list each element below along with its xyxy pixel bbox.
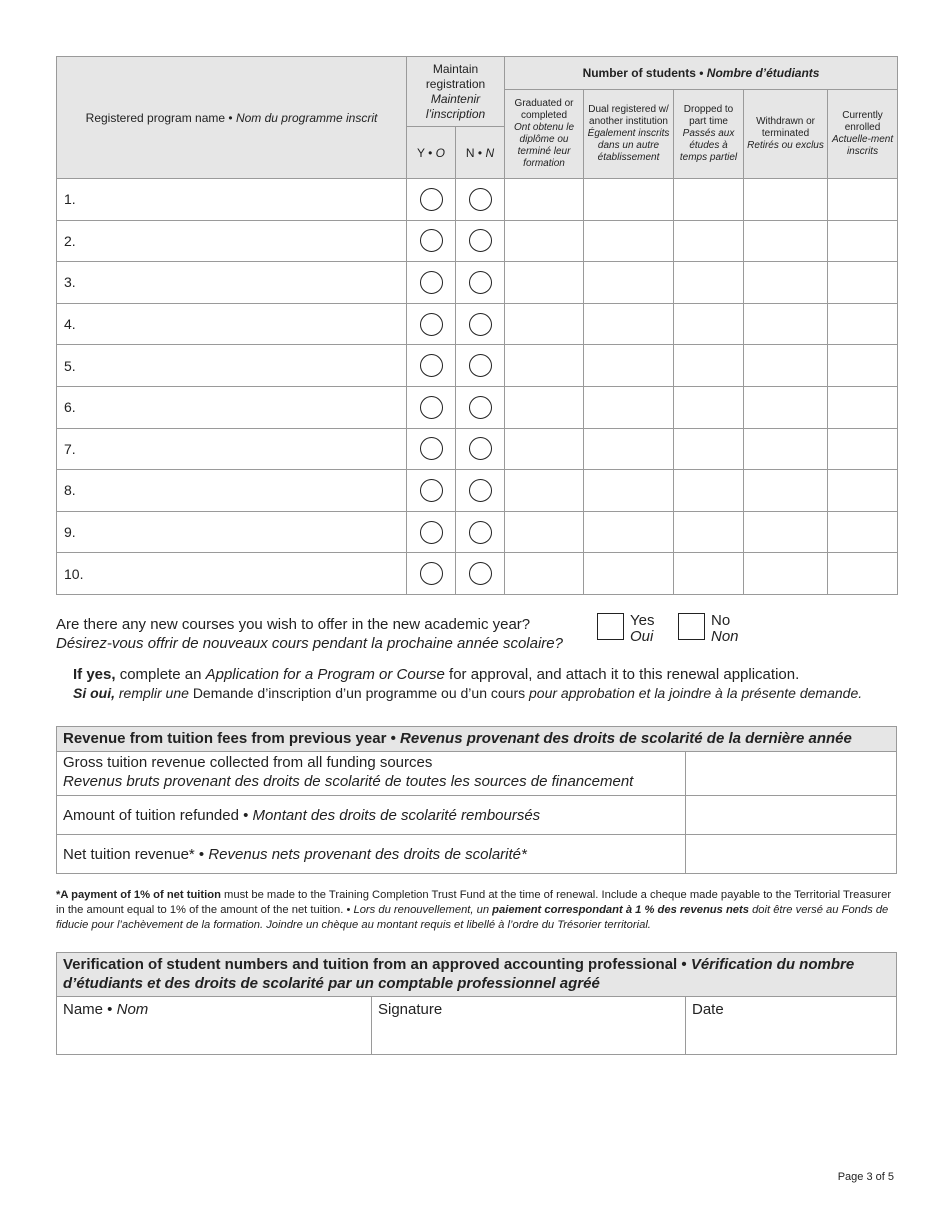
maintain-no-radio[interactable] bbox=[469, 188, 492, 211]
student-count-field[interactable] bbox=[828, 428, 898, 470]
maintain-yes-radio[interactable] bbox=[420, 437, 443, 460]
student-count-field[interactable] bbox=[744, 428, 828, 470]
student-count-field[interactable] bbox=[584, 220, 674, 262]
program-name-field[interactable]: 2. bbox=[57, 220, 407, 262]
program-name-field[interactable]: 8. bbox=[57, 470, 407, 512]
student-count-field[interactable] bbox=[505, 262, 584, 304]
student-count-field[interactable] bbox=[505, 345, 584, 387]
name-field[interactable]: Name • Nom bbox=[57, 997, 372, 1055]
program-row bbox=[57, 386, 898, 428]
student-count-field[interactable] bbox=[584, 428, 674, 470]
student-count-field[interactable] bbox=[505, 511, 584, 553]
number-of-students-header: Number of students • Nombre d’étudiants bbox=[505, 57, 898, 90]
maintain-no-radio[interactable] bbox=[469, 354, 492, 377]
student-count-subheader: Currently enrolled Actuelle-ment inscrits bbox=[828, 90, 898, 179]
yes-header: Y • O bbox=[407, 127, 456, 179]
gross-revenue-label: Gross tuition revenue collected from all funding sources Revenus bruts provenant des droits de scolarité de toutes les sources de financement bbox=[57, 752, 686, 796]
student-count-field[interactable] bbox=[584, 303, 674, 345]
student-count-field[interactable] bbox=[505, 386, 584, 428]
student-count-field[interactable] bbox=[505, 179, 584, 221]
program-row bbox=[57, 179, 898, 221]
refunded-label: Amount of tuition refunded • Montant des droits de scolarité remboursés bbox=[57, 796, 686, 835]
maintain-no-radio[interactable] bbox=[469, 521, 492, 544]
student-count-field[interactable] bbox=[828, 470, 898, 512]
program-name-field[interactable]: 10. bbox=[57, 553, 407, 595]
program-name-field[interactable]: 4. bbox=[57, 303, 407, 345]
student-count-field[interactable] bbox=[828, 386, 898, 428]
verification-title: Verification of student numbers and tuition from an approved accounting professional • Vérification du nombre d’étudiants et des droits de scolarité par un comptable professionnel agréé bbox=[57, 953, 897, 997]
student-count-field[interactable] bbox=[744, 220, 828, 262]
maintain-no-radio[interactable] bbox=[469, 396, 492, 419]
maintain-yes-radio[interactable] bbox=[420, 354, 443, 377]
student-count-field[interactable] bbox=[828, 511, 898, 553]
maintain-yes-radio[interactable] bbox=[420, 521, 443, 544]
student-count-field[interactable] bbox=[674, 470, 744, 512]
student-count-field[interactable] bbox=[828, 262, 898, 304]
page-number: Page 3 of 5 bbox=[837, 1171, 894, 1183]
program-row bbox=[57, 511, 898, 553]
program-table bbox=[56, 56, 898, 595]
program-row bbox=[57, 470, 898, 512]
program-row bbox=[57, 262, 898, 304]
student-count-field[interactable] bbox=[674, 345, 744, 387]
student-count-field[interactable] bbox=[584, 345, 674, 387]
no-checkbox[interactable] bbox=[678, 613, 705, 640]
refunded-field[interactable] bbox=[686, 796, 897, 835]
program-name-field[interactable]: 3. bbox=[57, 262, 407, 304]
student-count-field[interactable] bbox=[744, 386, 828, 428]
revenue-table bbox=[56, 726, 897, 874]
program-name-field[interactable]: 5. bbox=[57, 345, 407, 387]
student-count-field[interactable] bbox=[828, 179, 898, 221]
student-count-field[interactable] bbox=[674, 386, 744, 428]
student-count-subheader: Dropped to part time Passés aux études à temps partiel bbox=[674, 90, 744, 179]
student-count-field[interactable] bbox=[674, 220, 744, 262]
program-row bbox=[57, 303, 898, 345]
student-count-field[interactable] bbox=[828, 345, 898, 387]
student-count-field[interactable] bbox=[505, 303, 584, 345]
yes-checkbox[interactable] bbox=[597, 613, 624, 640]
program-name-field[interactable]: 9. bbox=[57, 511, 407, 553]
date-field[interactable]: Date bbox=[686, 997, 897, 1055]
no-header: N • N bbox=[456, 127, 505, 179]
verification-table bbox=[56, 952, 897, 1055]
program-row bbox=[57, 220, 898, 262]
maintain-yes-radio[interactable] bbox=[420, 313, 443, 336]
net-revenue-label: Net tuition revenue* • Revenus nets provenant des droits de scolarité* bbox=[57, 835, 686, 874]
footnote: *A payment of 1% of net tuition must be made to the Training Completion Trust Fund at the time of renewal. Include a cheque made payable to the Territorial Treasurer in the amount equal to 1% of the amount of the net tuition. • Lors du renouvellement, un paiement correspondant à 1 % des revenus nets doit être versé au Fonds de fiducie pour l’achèvement de la formation. Joindre un chèque au montant requis et libellé à l’ordre du Trésorier territorial. bbox=[56, 889, 892, 931]
student-count-field[interactable] bbox=[505, 470, 584, 512]
student-count-subheader: Graduated or completed Ont obtenu le diplôme ou terminé leur formation bbox=[505, 90, 584, 179]
student-count-field[interactable] bbox=[584, 470, 674, 512]
program-row bbox=[57, 553, 898, 595]
student-count-field[interactable] bbox=[505, 428, 584, 470]
student-count-subheader: Withdrawn or terminated Retirés ou exclus bbox=[744, 90, 828, 179]
program-name-field[interactable]: 1. bbox=[57, 179, 407, 221]
maintain-no-radio[interactable] bbox=[469, 229, 492, 252]
student-count-field[interactable] bbox=[674, 553, 744, 595]
student-count-field[interactable] bbox=[584, 386, 674, 428]
student-count-subheader: Dual registered w/ another institution Également inscrits dans un autre établissement bbox=[584, 90, 674, 179]
maintain-yes-radio[interactable] bbox=[420, 271, 443, 294]
program-name-field[interactable]: 6. bbox=[57, 386, 407, 428]
student-count-field[interactable] bbox=[828, 553, 898, 595]
student-count-field[interactable] bbox=[584, 511, 674, 553]
program-row bbox=[57, 345, 898, 387]
revenue-title: Revenue from tuition fees from previous year • Revenus provenant des droits de scolarité de la dernière année bbox=[57, 727, 897, 752]
student-count-field[interactable] bbox=[744, 262, 828, 304]
net-revenue-field[interactable] bbox=[686, 835, 897, 874]
maintain-yes-radio[interactable] bbox=[420, 396, 443, 419]
maintain-yes-radio[interactable] bbox=[420, 188, 443, 211]
program-row bbox=[57, 428, 898, 470]
student-count-field[interactable] bbox=[674, 262, 744, 304]
student-count-field[interactable] bbox=[744, 179, 828, 221]
gross-revenue-field[interactable] bbox=[686, 752, 897, 796]
student-count-field[interactable] bbox=[828, 303, 898, 345]
signature-field[interactable]: Signature bbox=[372, 997, 686, 1055]
student-count-field[interactable] bbox=[584, 553, 674, 595]
student-count-field[interactable] bbox=[744, 511, 828, 553]
maintain-no-radio[interactable] bbox=[469, 271, 492, 294]
student-count-field[interactable] bbox=[584, 262, 674, 304]
student-count-field[interactable] bbox=[584, 179, 674, 221]
student-count-field[interactable] bbox=[744, 345, 828, 387]
student-count-field[interactable] bbox=[674, 511, 744, 553]
maintain-no-radio[interactable] bbox=[469, 562, 492, 585]
maintain-no-radio[interactable] bbox=[469, 437, 492, 460]
new-courses-question: Are there any new courses you wish to offer in the new academic year? Désirez-vous offrir de nouveaux cours pendant la prochaine année scolaire? bbox=[56, 616, 563, 652]
student-count-field[interactable] bbox=[674, 428, 744, 470]
maintain-yes-radio[interactable] bbox=[420, 562, 443, 585]
student-count-field[interactable] bbox=[744, 470, 828, 512]
student-count-field[interactable] bbox=[674, 179, 744, 221]
maintain-registration-header: Maintain registration Maintenir l’inscription bbox=[407, 57, 505, 127]
maintain-yes-radio[interactable] bbox=[420, 479, 443, 502]
student-count-field[interactable] bbox=[828, 220, 898, 262]
maintain-yes-radio[interactable] bbox=[420, 229, 443, 252]
student-count-field[interactable] bbox=[674, 303, 744, 345]
student-count-field[interactable] bbox=[744, 303, 828, 345]
program-name-header: Registered program name • Nom du programme inscrit bbox=[57, 57, 407, 179]
maintain-no-radio[interactable] bbox=[469, 479, 492, 502]
if-yes-instructions: If yes, complete an Application for a Program or Course for approval, and attach it to this renewal application. Si oui, remplir une Demande d’inscription d’un programme ou d’un cours pour approbation et la joindre à la présente demande. bbox=[73, 666, 863, 701]
program-name-field[interactable]: 7. bbox=[57, 428, 407, 470]
student-count-field[interactable] bbox=[505, 553, 584, 595]
maintain-no-radio[interactable] bbox=[469, 313, 492, 336]
student-count-field[interactable] bbox=[505, 220, 584, 262]
student-count-field[interactable] bbox=[744, 553, 828, 595]
